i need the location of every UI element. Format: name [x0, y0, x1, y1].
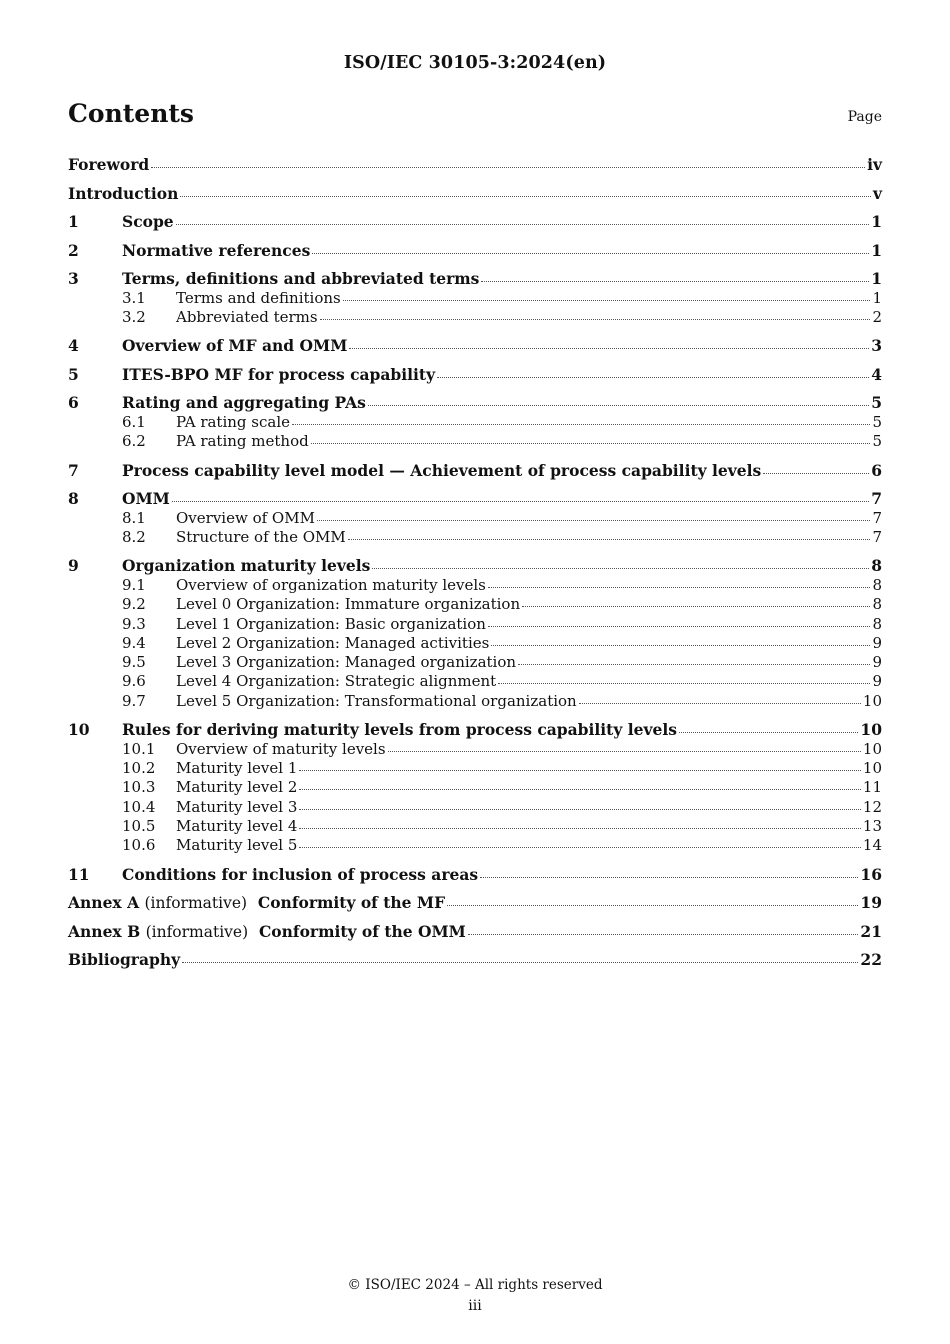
toc-subentry[interactable]	[68, 528, 882, 546]
toc-entry[interactable]	[68, 922, 882, 941]
dot-leader	[317, 519, 871, 521]
toc-entry-title: Maturity level 4	[176, 816, 298, 835]
dot-leader	[579, 702, 861, 704]
dot-leader	[522, 605, 870, 607]
toc-entry-page: v	[872, 183, 882, 203]
toc-entry-page: 10	[862, 739, 882, 758]
toc-subentry[interactable]	[68, 836, 882, 854]
dot-leader	[447, 904, 858, 906]
annex-kind: (informative)	[144, 894, 248, 913]
toc-entry-number: 10.6	[122, 836, 156, 855]
toc-entry-page: 8	[872, 595, 882, 614]
toc-entry-page: 7	[872, 508, 882, 527]
toc-entry-title: Abbreviated terms	[176, 307, 318, 326]
annex-title: Conformity of the MF	[257, 893, 446, 913]
toc-entry-number: 9.7	[122, 691, 146, 710]
dot-leader	[388, 750, 861, 752]
dot-leader	[481, 280, 869, 282]
toc-entry-page: 8	[872, 614, 882, 633]
toc-entry[interactable]	[68, 720, 882, 739]
toc-entry-title	[68, 893, 445, 912]
toc-entry[interactable]	[68, 184, 882, 203]
dot-leader	[312, 252, 869, 254]
toc-entry-page: 6	[871, 460, 882, 480]
toc-entry-number: 6.2	[122, 432, 146, 451]
toc-entry[interactable]	[68, 365, 882, 384]
toc-entry-page: 8	[872, 575, 882, 594]
annex-title: Conformity of the OMM	[258, 921, 466, 941]
annex-label: Annex B	[68, 921, 141, 941]
toc-entry[interactable]	[68, 461, 882, 480]
toc-entry-page: 10	[862, 691, 882, 710]
toc-subentry[interactable]	[68, 509, 882, 527]
toc-entry-number: 11	[68, 864, 90, 884]
toc-entry-page: iv	[867, 155, 882, 174]
toc-subentry[interactable]	[68, 740, 882, 758]
dot-leader	[343, 299, 871, 301]
toc-entry-page: 8	[871, 556, 882, 576]
toc-entry-title: Terms, definitions and abbreviated terms	[122, 269, 480, 288]
dot-leader	[299, 827, 861, 829]
toc-entry-title: Maturity level 1	[176, 759, 298, 777]
annex-kind: (informative)	[145, 922, 249, 941]
dot-leader	[480, 876, 858, 878]
toc-entry-page: 1	[871, 269, 882, 288]
toc-entry-number: 9.4	[122, 633, 146, 652]
dot-leader	[311, 442, 871, 444]
toc-entry-page: 5	[872, 412, 882, 431]
toc-entry-title: Overview of OMM	[176, 508, 315, 527]
dot-leader	[488, 625, 871, 627]
toc-entry[interactable]	[68, 393, 882, 412]
toc-entry-title	[68, 922, 466, 941]
toc-entry-number: 8.1	[122, 508, 146, 527]
toc-entry-page: 4	[871, 364, 882, 384]
toc-entry-page: 22	[860, 950, 882, 970]
toc-entry-title: Foreword	[68, 155, 150, 174]
toc-subentry[interactable]	[68, 692, 882, 710]
toc-entry-title: Level 4 Organization: Strategic alignment	[176, 672, 497, 691]
toc-subentry[interactable]	[68, 634, 882, 652]
toc-entry-title: PA rating scale	[176, 412, 291, 431]
dot-leader	[299, 788, 861, 790]
toc-subentry[interactable]	[68, 778, 882, 796]
toc-entry-page: 2	[872, 307, 882, 326]
toc-entry-title: Level 2 Organization: Managed activities	[176, 633, 490, 652]
dot-leader	[299, 846, 861, 848]
toc-entry-number: 8	[68, 489, 79, 509]
annex-label: Annex A	[68, 893, 140, 913]
toc-entry-title: Organization maturity levels	[122, 556, 371, 576]
toc-entry-page: 5	[872, 432, 882, 451]
toc-entry[interactable]	[68, 212, 882, 231]
toc-entry-title: Maturity level 3	[176, 797, 298, 816]
toc-entry-number: 9.6	[122, 672, 146, 691]
document-header: ISO/IEC 30105-3:2024(en)	[343, 53, 607, 73]
toc-entry-page: 14	[862, 836, 882, 855]
toc-entry-title: Level 3 Organization: Managed organization	[176, 653, 517, 672]
toc-entry-number: 4	[68, 336, 79, 356]
toc-entry-page: 7	[872, 527, 882, 546]
toc-entry-title: Level 0 Organization: Immature organization	[176, 595, 521, 614]
toc-entry-title: OMM	[122, 489, 170, 509]
toc-entry-page: 11	[862, 778, 882, 797]
toc-entry-title: Bibliography	[68, 950, 181, 970]
toc-entry-page: 5	[871, 393, 882, 413]
toc-entry-title: Level 1 Organization: Basic organization	[176, 614, 486, 633]
toc-entry-page: 9	[872, 653, 882, 672]
toc-entry-page: 10	[860, 720, 882, 740]
toc-entry-page: 9	[872, 672, 882, 691]
toc-entry-number: 9.2	[122, 595, 146, 614]
toc-subentry[interactable]	[68, 759, 882, 777]
toc-entry-page: 9	[872, 633, 882, 652]
dot-leader	[491, 644, 870, 646]
toc-entry[interactable]	[68, 336, 882, 355]
dot-leader	[679, 731, 858, 733]
dot-leader	[299, 808, 861, 810]
toc-subentry[interactable]	[68, 653, 882, 671]
dot-leader	[292, 423, 870, 425]
toc-entry-number: 3	[68, 269, 79, 288]
toc-entry-title: ITES-BPO MF for process capability	[122, 364, 436, 384]
toc-subentry[interactable]	[68, 413, 882, 431]
toc-entry-number: 3.1	[122, 288, 146, 307]
toc-entry-number: 2	[68, 240, 79, 260]
dot-leader	[468, 933, 859, 935]
page-column-label: Page	[847, 109, 882, 125]
toc-subentry[interactable]	[68, 432, 882, 450]
toc-entry-number: 9.1	[122, 575, 146, 594]
dot-leader	[151, 166, 865, 168]
dot-leader	[172, 500, 869, 502]
toc-entry-number: 3.2	[122, 307, 146, 326]
toc-entry-number: 10.1	[122, 739, 156, 758]
toc-entry-page: 10	[862, 759, 882, 777]
dot-leader	[182, 961, 858, 963]
toc-subentry[interactable]	[68, 308, 882, 326]
toc-entry-page: 13	[862, 816, 882, 835]
toc-entry-page: 12	[862, 797, 882, 816]
toc-entry-page: 21	[860, 921, 882, 941]
toc-entry-page: 16	[860, 864, 882, 884]
dot-leader	[372, 567, 869, 569]
toc-entry-number: 7	[68, 460, 79, 480]
dot-leader	[320, 318, 871, 320]
dot-leader	[368, 404, 869, 406]
toc-entry-number: 10.2	[122, 759, 156, 777]
toc-entry-page: 1	[872, 288, 882, 307]
toc-entry[interactable]	[68, 155, 882, 174]
toc-entry-page: 19	[860, 893, 882, 913]
toc-entry-page: 3	[871, 336, 882, 356]
toc-entry-title: Normative references	[122, 240, 311, 260]
toc-subentry[interactable]	[68, 595, 882, 613]
toc-entry-title: Level 5 Organization: Transformational organization	[176, 691, 577, 710]
toc-entry[interactable]	[68, 241, 882, 260]
dot-leader	[180, 195, 871, 197]
toc-entry[interactable]	[68, 893, 882, 912]
toc-entry-title: Structure of the OMM	[176, 527, 346, 546]
toc-entry-title: PA rating method	[176, 432, 309, 451]
toc-entry[interactable]	[68, 489, 882, 508]
toc-entry-title: Scope	[122, 212, 174, 231]
toc-entry-title: Introduction	[68, 183, 179, 203]
toc-subentry[interactable]	[68, 798, 882, 816]
dot-leader	[437, 376, 869, 378]
toc-entry-number: 9	[68, 556, 79, 576]
toc-entry-number: 8.2	[122, 527, 146, 546]
toc-title: Contents	[68, 99, 195, 128]
copyright-notice: © ISO/IEC 2024 – All rights reserved	[347, 1277, 603, 1293]
toc-entry-page: 7	[871, 489, 882, 509]
toc-entry-title: Maturity level 2	[176, 778, 298, 797]
toc-entry-number: 6.1	[122, 412, 146, 431]
toc-subentry[interactable]	[68, 289, 882, 307]
toc-entry-number: 9.3	[122, 614, 146, 633]
dot-leader	[498, 682, 870, 684]
toc-entry-title: Terms and definitions	[176, 288, 341, 307]
toc-entry-number: 6	[68, 393, 79, 413]
toc-entry-page: 1	[871, 212, 882, 231]
toc-entry-title: Rules for deriving maturity levels from process capability levels	[122, 720, 677, 740]
dot-leader	[176, 223, 870, 225]
toc-entry-number: 5	[68, 364, 79, 384]
dot-leader	[763, 472, 869, 474]
toc-entry-number: 10.5	[122, 816, 156, 835]
dot-leader	[488, 586, 871, 588]
toc-entry-title: Conditions for inclusion of process areas	[122, 864, 479, 884]
dot-leader	[348, 538, 871, 540]
toc-entry-title: Overview of maturity levels	[176, 739, 386, 758]
toc-entry-number: 10.4	[122, 797, 156, 816]
toc-entry-title: Overview of MF and OMM	[122, 336, 348, 356]
toc-entry-title: Overview of organization maturity levels	[176, 575, 486, 594]
page-number: iii	[468, 1298, 482, 1314]
toc-entry-title: Process capability level model — Achievement of process capability levels	[122, 460, 762, 480]
toc-entry[interactable]	[68, 556, 882, 575]
toc-entry[interactable]	[68, 865, 882, 884]
toc-entry-title: Maturity level 5	[176, 836, 298, 855]
toc-subentry[interactable]	[68, 672, 882, 690]
dot-leader	[299, 769, 861, 771]
toc-entry-page: 1	[871, 240, 882, 260]
toc-subentry[interactable]	[68, 615, 882, 633]
toc-entry[interactable]	[68, 269, 882, 288]
toc-entry-number: 9.5	[122, 653, 146, 672]
toc-entry-number: 10.3	[122, 778, 156, 797]
dot-leader	[518, 663, 870, 665]
toc-subentry[interactable]	[68, 817, 882, 835]
toc-entry-number: 10	[68, 720, 90, 740]
toc-subentry[interactable]	[68, 576, 882, 594]
toc-entry[interactable]	[68, 950, 882, 969]
dot-leader	[349, 347, 869, 349]
toc-entry-title: Rating and aggregating PAs	[122, 393, 366, 413]
toc-entry-number: 1	[68, 212, 79, 231]
